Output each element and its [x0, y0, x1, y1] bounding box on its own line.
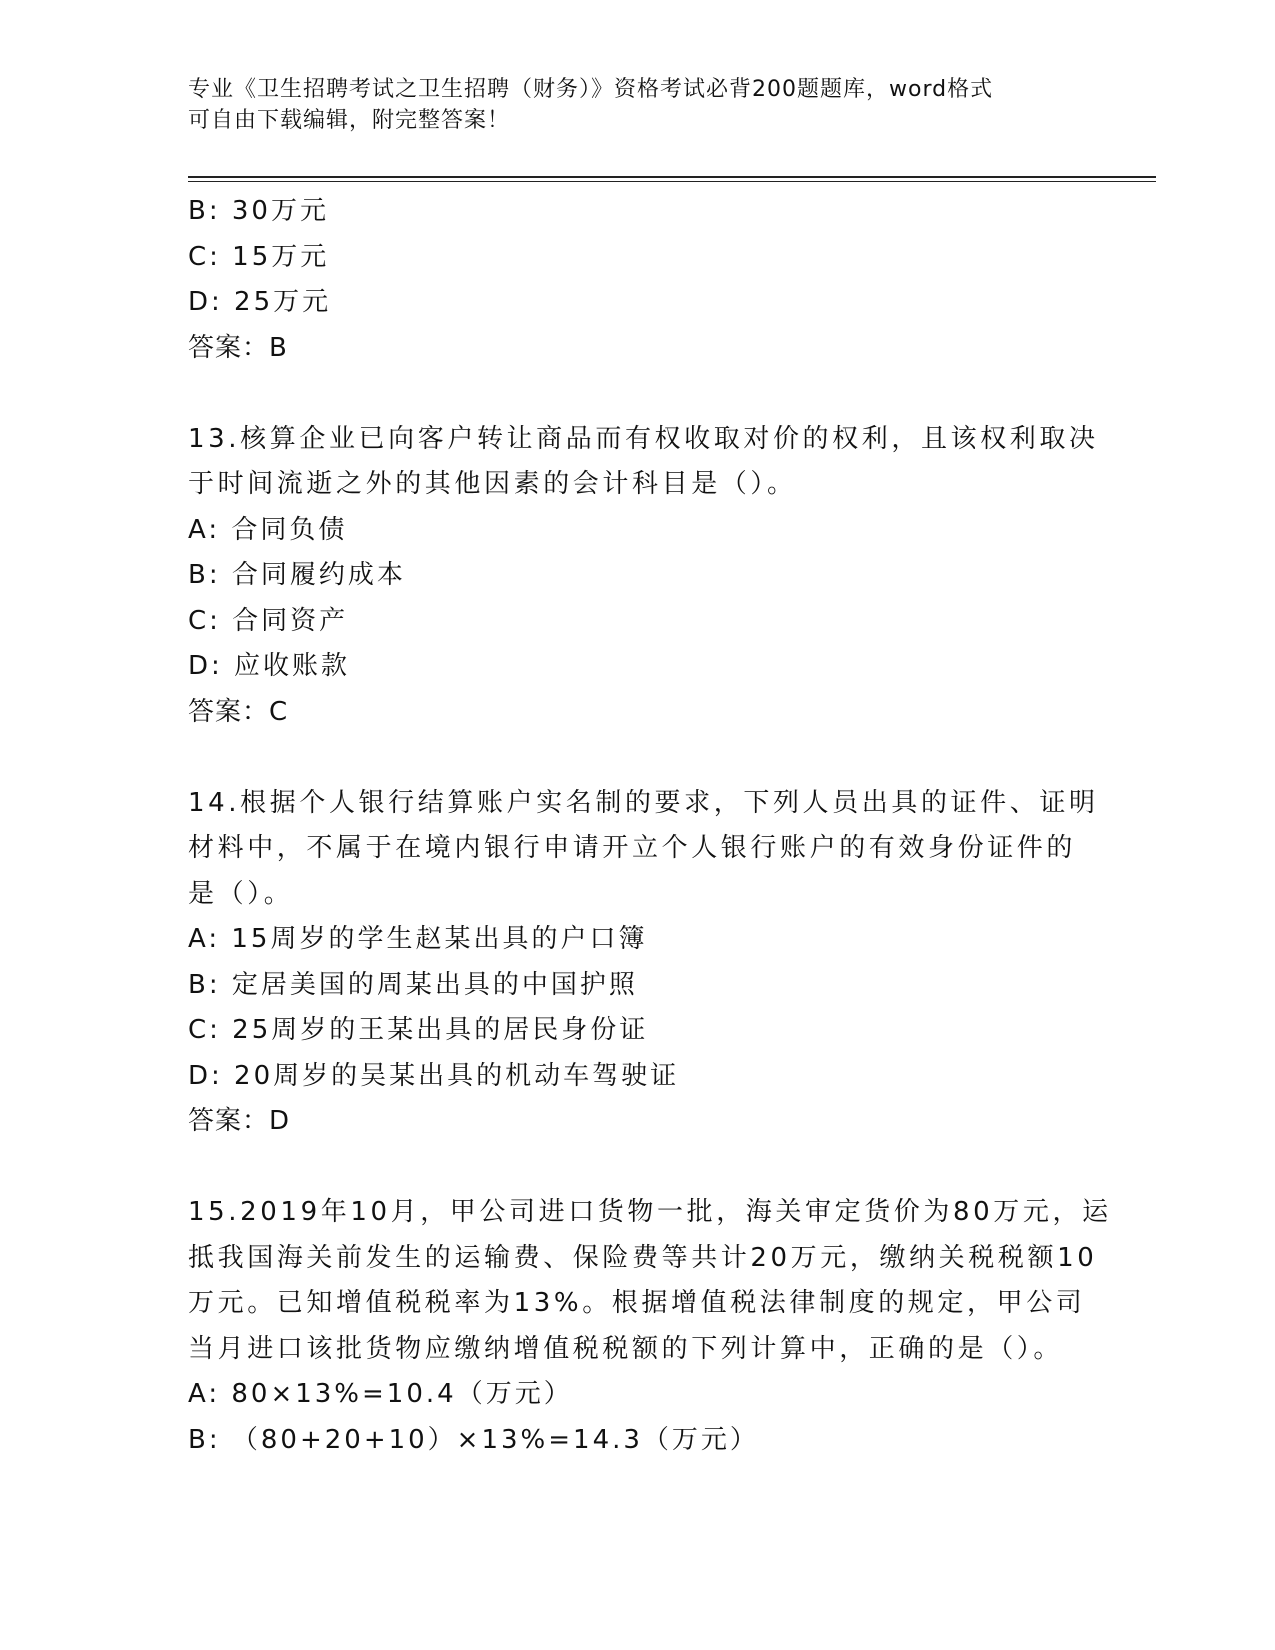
options-13: [188, 508, 1088, 736]
question-text-line: 万元。已知增值税税率为13%。根据增值税法律制度的规定，甲公司: [188, 1288, 1086, 1318]
question-text-line: 14.根据个人银行结算账户实名制的要求，下列人员出具的证件、证明: [188, 787, 1099, 818]
question-block-12: [188, 189, 1088, 371]
question-text-line: 抵我国海关前发生的运输费、保险费等共计20万元，缴纳关税税额10: [188, 1242, 1098, 1273]
header-line-1: 专业《卫生招聘考试之卫生招聘（财务）》资格考试必背200题题库，word格式: [188, 77, 994, 102]
option-b: B: 定居美国的周某出具的中国护照: [188, 969, 638, 1000]
question-list: [188, 189, 1112, 1463]
option-a: A: 15周岁的学生赵某出具的户口簿: [188, 924, 648, 954]
option-c: C: 15万元: [188, 241, 330, 272]
question-text-line: 当月进口该批货物应缴纳增值税税额的下列计算中，正确的是（）。: [188, 1333, 1064, 1364]
header-divider-thin: [188, 181, 1156, 182]
answer-line: 答案：C: [188, 696, 289, 727]
option-a: A: 80×13%=10.4（万元）: [188, 1379, 573, 1409]
header-divider-thick: [188, 176, 1156, 178]
option-d: D: 20周岁的吴某出具的机动车驾驶证: [188, 1060, 680, 1091]
answer-line: 答案：B: [188, 332, 288, 363]
question-text-line: 13.核算企业已向客户转让商品而有权收取对价的权利，且该权利取决: [188, 423, 1099, 454]
document-header: [188, 74, 1088, 136]
header-line-2: 可自由下载编辑，附完整答案！: [188, 108, 511, 133]
question-text-line: 是（）。: [188, 878, 294, 909]
question-block-14: [188, 781, 1099, 918]
option-b: B: 30万元: [188, 196, 329, 226]
option-d: D: 25万元: [188, 287, 332, 317]
question-text-line: 于时间流逝之外的其他因素的会计科目是（）。: [188, 469, 797, 499]
options-14: [188, 917, 1088, 1145]
answer-line: 答案：D: [188, 1106, 291, 1136]
options-15: [188, 1372, 1088, 1463]
question-block-13: [188, 417, 1099, 508]
question-block-15: [188, 1190, 1112, 1372]
option-b: B: （80+20+10）×13%=14.3（万元）: [188, 1424, 759, 1455]
option-c: C: 25周岁的王某出具的居民身份证: [188, 1015, 649, 1045]
option-b: B: 合同履约成本: [188, 560, 406, 590]
question-text-line: 材料中，不属于在境内银行申请开立个人银行账户的有效身份证件的: [188, 833, 1077, 863]
option-c: C: 合同资产: [188, 605, 349, 636]
option-a: A: 合同负债: [188, 514, 348, 545]
question-text-line: 15.2019年10月，甲公司进口货物一批，海关审定货价为80万元，运: [188, 1197, 1112, 1227]
option-d: D: 应收账款: [188, 651, 351, 681]
